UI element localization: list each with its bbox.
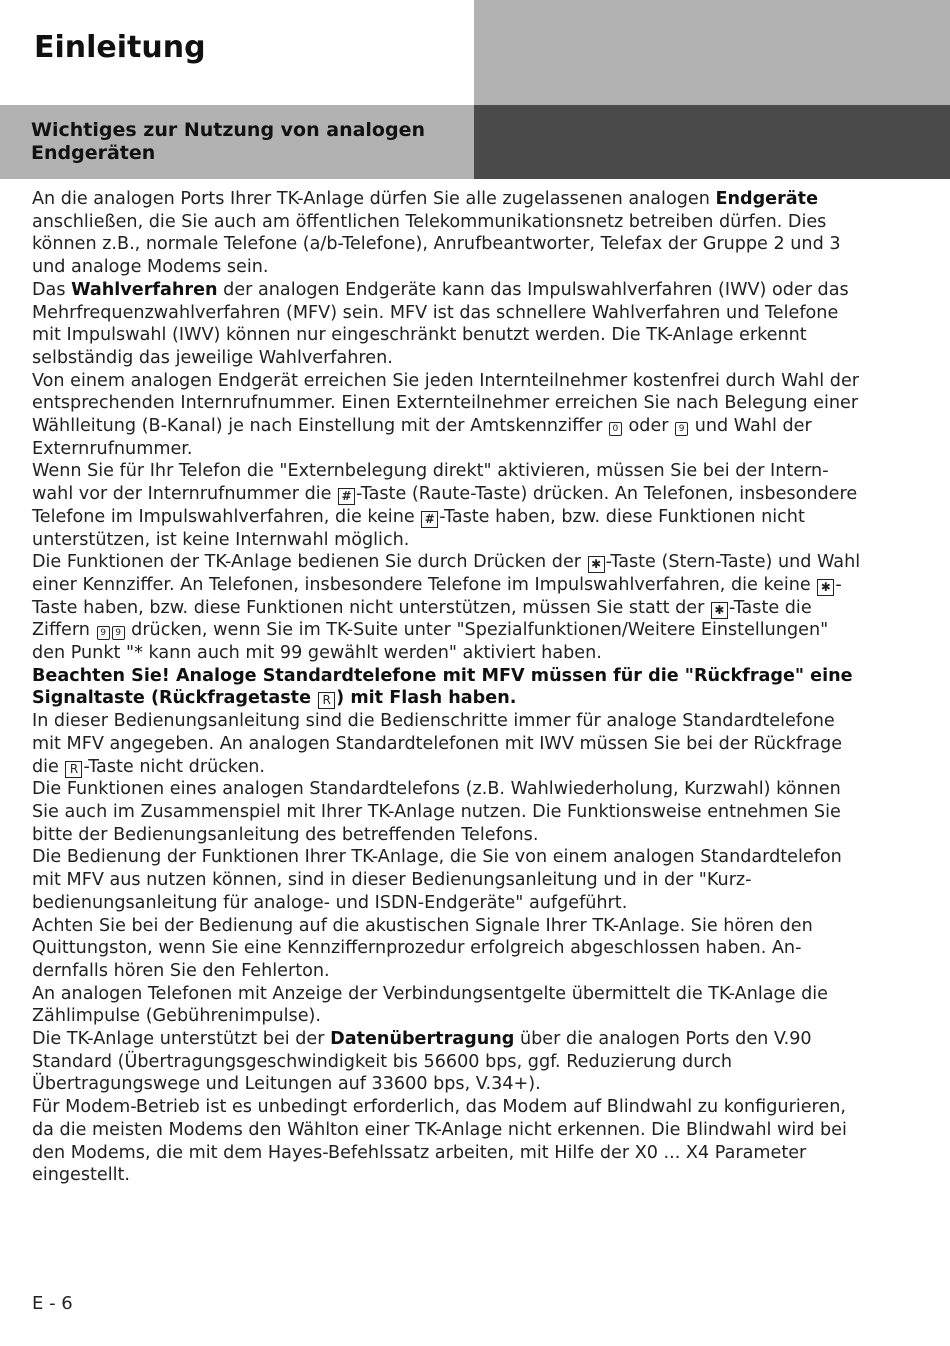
key-nine-icon: 9 xyxy=(112,626,125,640)
r-key-icon: R xyxy=(65,761,82,778)
hash-key-icon: # xyxy=(338,488,355,505)
section-title: Wichtiges zur Nutzung von analogen Endgeräten xyxy=(31,119,425,164)
key-zero-icon: 0 xyxy=(609,422,622,436)
paragraph-wahlverfahren: Das Wahlverfahren der analogen Endgeräte kann das Impulswahlverfahren (IWV) oder das Mehrfrequenzwahlverfahren (MFV) sein. MFV ist das schnellere Wahlverfahren und Telefone mit Impulswahl (IWV) können nur eingeschränkt benutzt werden. Die TK-Anlage erkennt selbständig das jeweilige Wahlverfahren. xyxy=(32,279,849,368)
star-key-icon: ✱ xyxy=(711,602,728,619)
paragraph-bedienschritte: In dieser Bedienungsanleitung sind die Bedienschritte immer für analoge Standardtelefone mit MFV angegeben. An analogen Standardtelefonen mit IWV müssen Sie bei der Rückfrage die R -Taste nicht drücken. xyxy=(32,711,843,777)
term-wahlverfahren: Wahlverfahren xyxy=(71,279,218,300)
header-dark-block xyxy=(474,105,950,179)
paragraph-modem: Für Modem-Betrieb ist es unbedingt erforderlich, das Modem auf Blindwahl zu konfigurieren, da die meisten Modems den Wählton einer TK-Anlage nicht erkennen. Die Blindwahl wird bei den Modems, die mit dem Hayes-Befehlssatz arbeiten, mit Hilfe der X0 ... X4 Parameter eingestellt. xyxy=(32,1097,847,1186)
paragraph-zaehlimpulse: An analogen Telefonen mit Anzeige der Verbindungsentgelte übermittelt die TK-Anlage die Zählimpulse (Gebührenimpulse). xyxy=(32,983,828,1027)
paragraph-bedienung: Die Bedienung der Funktionen Ihrer TK-Anlage, die Sie von einem analogen Standardtelefon mit MFV aus nutzen können, sind in dieser Bedienungsanleitung und in der "Kurzbedienungsanleitung für analoge- und ISDN-Endgeräte" aufgeführt. xyxy=(32,847,842,913)
star-key-icon: ✱ xyxy=(817,579,834,596)
paragraph-externbelegung: Wenn Sie für Ihr Telefon die "Externbelegung direkt" aktivieren, müssen Sie bei der Internwahl vor der Internrufnummer die # -Taste (Raute-Taste) drücken. An Telefonen, insbesondere Telefone im Impulswahlverfahren, die keine # -Taste haben, bzw. diese Funktionen nicht unterstützen, ist keine Internwahl möglich. xyxy=(32,461,858,550)
page-title: Einleitung xyxy=(34,30,206,65)
header-gray-block xyxy=(474,0,950,105)
page-number: E - 6 xyxy=(32,1293,73,1314)
paragraph-signale: Achten Sie bei der Bedienung auf die akustischen Signale Ihrer TK-Anlage. Sie hören den Quittungston, wenn Sie eine Kennziffernprozedur erfolgreich abgeschlossen haben. Andernfalls hören Sie den Fehlerton. xyxy=(32,915,813,981)
paragraph-warning: Beachten Sie! Analoge Standardtelefone mit MFV müssen für die "Rückfrage" eine Signaltaste (Rückfragetaste R ) mit Flash haben. xyxy=(32,665,853,709)
paragraph-datenuebertragung: Die TK-Anlage unterstützt bei der Datenübertragung über die analogen Ports den V.90 Standard (Übertragungsgeschwindigkeit bis 56600 bps, ggf. Reduzierung durch Übertragungswege und Leitungen auf 33600 bps, V.34+). xyxy=(32,1029,812,1095)
key-nine-icon: 9 xyxy=(97,626,110,640)
r-key-icon: R xyxy=(318,692,335,709)
term-datenuebertragung: Datenübertragung xyxy=(330,1029,515,1050)
body-text xyxy=(32,188,862,1187)
key-nine-icon: 9 xyxy=(675,422,688,436)
star-key-icon: ✱ xyxy=(588,556,605,573)
paragraph-sterntaste: Die Funktionen der TK-Anlage bedienen Sie durch Drücken der ✱ -Taste (Stern-Taste) und Wahl einer Kennziffer. An Telefonen, insbesondere Telefone im Impulswahlverfahren, die keine ✱ -Taste haben, bzw. diese Funktionen nicht unterstützen, müssen Sie statt der ✱ -Taste die Ziffern 9 9 drücken, wenn Sie im TK-Suite unter "Spezialfunktionen/Weitere Einstellungen" den Punkt "* kann auch mit 99 gewählt werden" aktiviert haben. xyxy=(32,552,861,664)
paragraph-funktionen: Die Funktionen eines analogen Standardtelefons (z.B. Wahlwiederholung, Kurzwahl) können Sie auch im Zusammenspiel mit Ihrer TK-Anlage nutzen. Die Funktionsweise entnehmen Sie bitte der Bedienungsanleitung des betreffenden Telefons. xyxy=(32,779,841,845)
paragraph-endgeraete: An die analogen Ports Ihrer TK-Anlage dürfen Sie alle zugelassenen analogen Endgeräte anschließen, die Sie auch am öffentlichen Telekommunikationsnetz betreiben dürfen. Dies können z.B., normale Telefone (a/b-Telefone), Anrufbeantworter, Telefax der Gruppe 2 und 3 und analoge Modems sein. xyxy=(32,189,841,278)
term-endgeraete: Endgeräte xyxy=(715,189,819,209)
paragraph-internwahl: Von einem analogen Endgerät erreichen Sie jeden Internteilnehmer kostenfrei durch Wahl der entsprechenden Internrufnummer. Einen Externteilnehmer erreichen Sie nach Belegung einer Wählleitung (B-Kanal) je nach Einstellung mit der Amtskennziffer 0 oder 9 und Wahl der Externrufnummer. xyxy=(32,370,859,459)
hash-key-icon: # xyxy=(421,511,438,528)
